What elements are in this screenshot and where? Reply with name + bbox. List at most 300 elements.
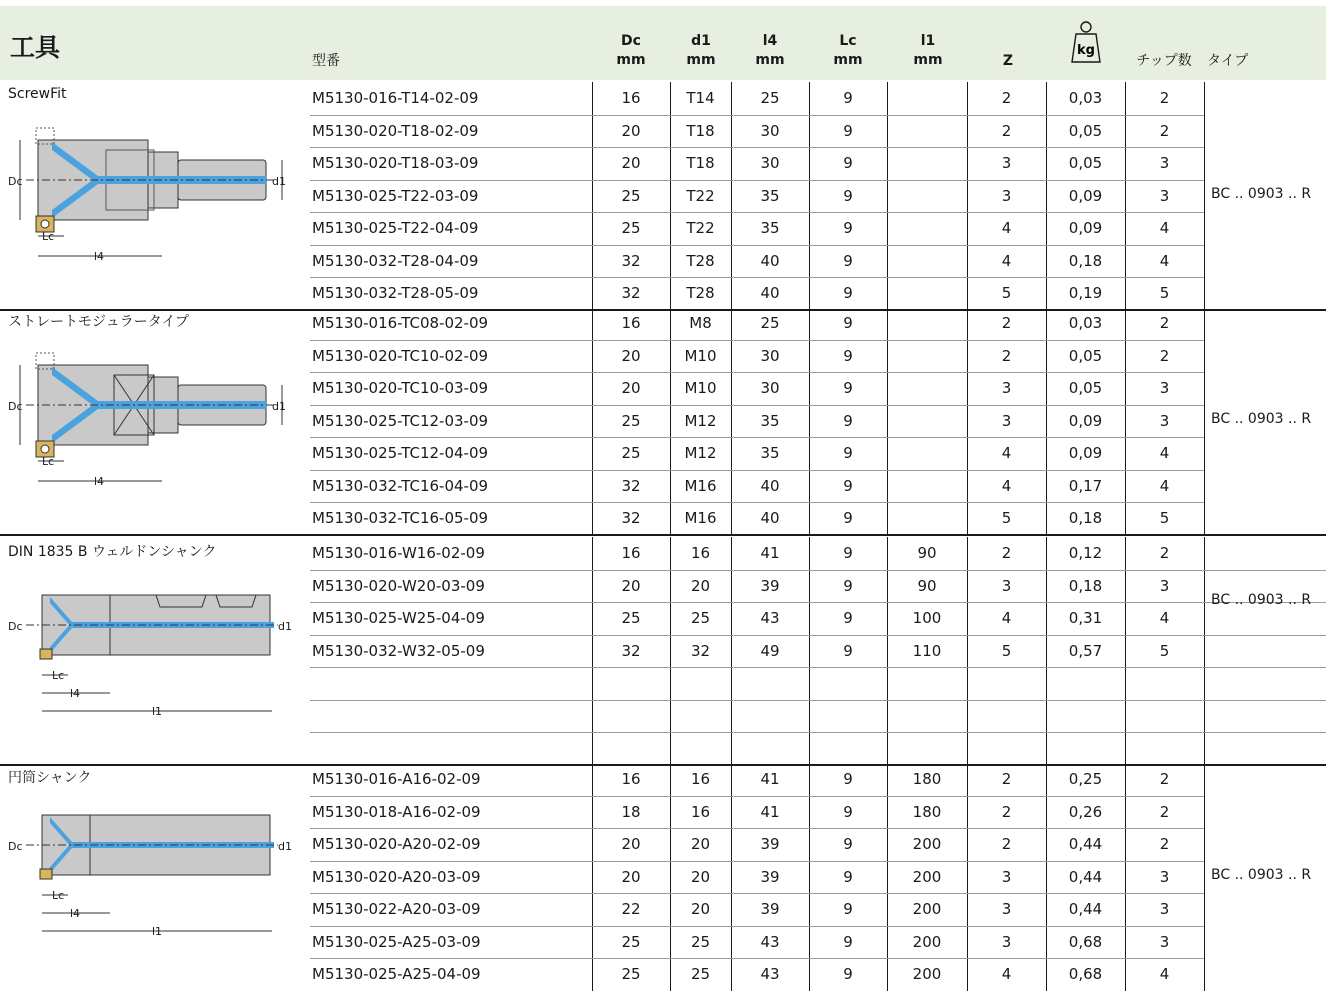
table-cell: 16 <box>690 802 711 821</box>
table-cell: 16 <box>621 314 641 332</box>
table-cell <box>887 245 967 277</box>
table-cell <box>887 212 967 244</box>
table-cell: M5130-018-A16-02-09 <box>312 802 481 821</box>
table-cell: M5130-032-TC16-04-09 <box>312 476 489 495</box>
table-cell: 9 <box>843 379 853 397</box>
table-cell: M5130-025-W25-04-09 <box>312 609 485 627</box>
table-cell: T22 <box>686 219 715 237</box>
table-cell: 2 <box>1159 346 1170 365</box>
table-cell: 35 <box>760 411 780 430</box>
column-label: チップ数 <box>1136 53 1192 69</box>
table-cell: 90 <box>917 576 937 595</box>
table-cell: 3 <box>1001 932 1012 951</box>
column-divider <box>1204 82 1205 310</box>
column-divider <box>1204 763 1205 991</box>
d1-label: d1 <box>272 400 286 413</box>
table-cell: M5130-020-W20-03-09 <box>312 576 485 595</box>
lc-label: Lc <box>42 455 55 468</box>
table-cell: 4 <box>1001 444 1012 462</box>
column-symbol: l4 <box>762 33 778 49</box>
table-cell: 25 <box>690 932 711 951</box>
table-cell: 4 <box>1001 476 1012 495</box>
table-cell: 39 <box>760 835 780 853</box>
table-cell: 2 <box>1159 121 1170 140</box>
insert-type: BC .. 0903 .. R <box>1211 185 1312 202</box>
diagram-divider <box>0 787 296 788</box>
table-cell: 9 <box>843 89 853 107</box>
column-unit: mm <box>616 52 646 68</box>
table-cell: 3 <box>1159 900 1170 918</box>
table-cell: 0,19 <box>1068 284 1103 302</box>
table-cell: 0,31 <box>1068 609 1103 627</box>
table-cell: 9 <box>843 186 853 205</box>
tool-diagram <box>6 563 296 763</box>
table-cell: 9 <box>843 867 853 886</box>
table-cell: M5130-016-TC08-02-09 <box>312 314 489 332</box>
table-cell: 32 <box>621 509 641 527</box>
table-cell: 3 <box>1001 154 1012 172</box>
table-cell <box>887 147 967 179</box>
table-cell: 9 <box>843 932 853 951</box>
table-header <box>0 6 1326 80</box>
table-cell: M5130-025-T22-04-09 <box>312 219 479 237</box>
table-cell: 20 <box>621 346 641 365</box>
table-cell: 0,05 <box>1068 346 1103 365</box>
table-cell: 0,18 <box>1068 576 1103 595</box>
table-cell <box>809 732 887 764</box>
table-cell: 200 <box>912 835 942 853</box>
table-cell: M5130-032-T28-05-09 <box>312 284 479 302</box>
table-cell: 2 <box>1001 802 1012 821</box>
table-cell: M5130-020-T18-03-09 <box>312 154 479 172</box>
table-cell: 2 <box>1001 835 1012 853</box>
table-cell: 9 <box>843 802 853 821</box>
table-cell: M8 <box>689 314 712 332</box>
diagram-divider <box>0 561 296 562</box>
table-cell: 35 <box>760 186 780 205</box>
table-cell: M5130-020-A20-02-09 <box>312 835 481 853</box>
table-cell <box>731 700 809 732</box>
table-cell: M16 <box>684 476 717 495</box>
table-cell: 110 <box>912 641 942 660</box>
dc-label: Dc <box>8 620 23 633</box>
table-cell <box>887 470 967 502</box>
table-cell: 16 <box>621 89 641 107</box>
table-cell: 0,03 <box>1068 89 1103 107</box>
table-cell: 16 <box>690 770 711 788</box>
lc-label: Lc <box>52 889 65 902</box>
table-cell <box>1125 700 1204 732</box>
table-cell <box>887 307 967 339</box>
table-cell: M5130-025-T22-03-09 <box>312 186 479 205</box>
table-cell: 32 <box>621 641 641 660</box>
weight-icon <box>1068 20 1104 66</box>
lc-label: Lc <box>42 230 55 243</box>
table-cell: 32 <box>621 476 641 495</box>
l4-label: l4 <box>94 250 105 263</box>
table-cell: 0,18 <box>1068 251 1103 270</box>
table-cell: 200 <box>912 867 942 886</box>
table-cell: 25 <box>621 186 641 205</box>
table-cell: 25 <box>621 932 641 951</box>
table-cell: 3 <box>1159 411 1170 430</box>
table-cell: 200 <box>912 932 942 951</box>
table-cell: 4 <box>1001 219 1012 237</box>
table-cell: 5 <box>1159 509 1170 527</box>
column-symbol: Lc <box>839 33 857 49</box>
table-cell: 0,09 <box>1068 444 1103 462</box>
table-cell: 30 <box>760 346 780 365</box>
table-cell: 2 <box>1001 121 1012 140</box>
table-cell <box>592 700 670 732</box>
table-cell: 90 <box>917 544 937 562</box>
table-cell: 22 <box>621 900 641 918</box>
table-cell: 9 <box>843 411 853 430</box>
table-cell <box>1046 667 1125 699</box>
table-cell: T18 <box>686 154 715 172</box>
table-cell <box>592 732 670 764</box>
table-cell: T18 <box>686 121 715 140</box>
table-cell: 9 <box>843 346 853 365</box>
dc-label: Dc <box>8 400 23 413</box>
table-cell <box>809 667 887 699</box>
table-cell <box>887 405 967 437</box>
d1-label: d1 <box>278 620 292 633</box>
table-cell: 32 <box>621 284 641 302</box>
table-cell: M5130-032-T28-04-09 <box>312 251 479 270</box>
l1-label: l1 <box>152 925 163 938</box>
table-cell <box>887 180 967 212</box>
table-cell: M12 <box>684 444 717 462</box>
column-header-dc <box>605 32 657 70</box>
column-symbol: d1 <box>691 33 711 49</box>
table-cell <box>1125 667 1204 699</box>
table-cell: 25 <box>621 411 641 430</box>
table-cell: 2 <box>1001 314 1012 332</box>
table-cell: 41 <box>760 544 780 562</box>
table-cell: 3 <box>1001 411 1012 430</box>
weight-unit-label: kg <box>1077 43 1095 58</box>
table-cell: M5130-025-TC12-04-09 <box>312 444 489 462</box>
column-unit: mm <box>755 52 785 68</box>
table-cell: 49 <box>760 641 780 660</box>
table-cell: M5130-025-A25-04-09 <box>312 965 481 983</box>
dc-label: Dc <box>8 175 23 188</box>
table-cell <box>1046 700 1125 732</box>
table-cell: 4 <box>1001 965 1012 983</box>
table-cell: 0,05 <box>1068 154 1103 172</box>
table-cell: 3 <box>1001 867 1012 886</box>
page-title: 工具 <box>10 33 61 62</box>
table-cell: 0,03 <box>1068 314 1103 332</box>
table-cell: 0,09 <box>1068 219 1103 237</box>
table-cell: 20 <box>621 867 641 886</box>
column-header-l4 <box>742 32 798 70</box>
table-cell: 0,68 <box>1068 965 1103 983</box>
table-cell: 2 <box>1159 544 1170 562</box>
table-cell: M5130-016-T14-02-09 <box>312 89 479 107</box>
table-cell: 0,68 <box>1068 932 1103 951</box>
table-cell: 2 <box>1159 314 1170 332</box>
table-cell: M5130-020-T18-02-09 <box>312 121 479 140</box>
table-cell: 39 <box>760 900 780 918</box>
table-cell: 9 <box>843 900 853 918</box>
dc-label: Dc <box>8 840 23 853</box>
table-cell: 5 <box>1001 284 1012 302</box>
table-cell: 3 <box>1159 154 1170 172</box>
table-cell: 0,12 <box>1068 544 1103 562</box>
table-cell: 39 <box>760 867 780 886</box>
table-cell: 20 <box>690 867 711 886</box>
table-cell: 0,26 <box>1068 802 1103 821</box>
table-cell: 9 <box>843 576 853 595</box>
table-cell: 41 <box>760 770 780 788</box>
table-cell: 9 <box>843 641 853 660</box>
table-cell: 43 <box>760 932 780 951</box>
table-cell: 20 <box>690 576 711 595</box>
table-cell: 18 <box>621 802 641 821</box>
table-cell: 4 <box>1159 219 1170 237</box>
table-cell: 16 <box>690 544 711 562</box>
table-cell: 40 <box>760 284 780 302</box>
column-label: Z <box>1002 53 1014 69</box>
table-cell: 9 <box>843 444 853 462</box>
table-cell: 200 <box>912 900 942 918</box>
column-label: タイプ <box>1207 53 1249 69</box>
table-cell: 4 <box>1001 609 1012 627</box>
table-cell <box>967 667 1046 699</box>
table-cell: M10 <box>684 346 717 365</box>
table-cell: 2 <box>1159 770 1170 788</box>
table-cell: M5130-016-A16-02-09 <box>312 770 481 788</box>
diagram-divider <box>0 106 296 107</box>
table-cell: 25 <box>621 444 641 462</box>
table-cell: 20 <box>621 121 641 140</box>
table-cell: 9 <box>843 284 853 302</box>
table-cell <box>592 667 670 699</box>
table-cell: 3 <box>1001 576 1012 595</box>
table-cell: M5130-020-TC10-03-09 <box>312 379 489 397</box>
insert-type: BC .. 0903 .. R <box>1211 410 1312 427</box>
table-cell: 2 <box>1001 89 1012 107</box>
table-cell: 25 <box>690 609 711 627</box>
table-cell <box>809 700 887 732</box>
table-cell: 4 <box>1001 251 1012 270</box>
column-header-type <box>1207 52 1267 71</box>
section-title: DIN 1835 B ウェルドンシャンク <box>8 544 217 560</box>
section-title: ストレートモジュラータイプ <box>8 314 190 330</box>
table-cell <box>731 732 809 764</box>
table-cell: T28 <box>686 284 715 302</box>
table-cell: 3 <box>1159 576 1170 595</box>
table-cell: 20 <box>621 379 641 397</box>
table-cell: 0,25 <box>1068 770 1103 788</box>
table-cell: 5 <box>1001 641 1012 660</box>
lc-label: Lc <box>52 669 65 682</box>
table-cell <box>887 277 967 309</box>
table-cell: 2 <box>1001 544 1012 562</box>
diagram-divider <box>0 331 296 332</box>
table-cell <box>887 340 967 372</box>
table-cell: 3 <box>1159 867 1170 886</box>
table-cell <box>670 700 731 732</box>
tool-diagram <box>6 789 296 989</box>
column-unit: mm <box>833 52 863 68</box>
table-cell <box>887 700 967 732</box>
table-cell: 39 <box>760 576 780 595</box>
table-cell: 20 <box>621 154 641 172</box>
table-cell: 32 <box>690 641 711 660</box>
table-cell: M5130-025-TC12-03-09 <box>312 411 489 430</box>
column-header-z <box>990 52 1026 71</box>
table-cell: 9 <box>843 609 853 627</box>
table-cell: M5130-022-A20-03-09 <box>312 900 481 918</box>
table-cell <box>887 502 967 534</box>
column-unit: mm <box>913 52 943 68</box>
table-cell: 40 <box>760 251 780 270</box>
table-cell: 25 <box>621 965 641 983</box>
table-cell: 16 <box>621 544 641 562</box>
table-cell: 9 <box>843 509 853 527</box>
table-cell: M16 <box>684 509 717 527</box>
table-cell <box>1125 732 1204 764</box>
table-cell: 0,18 <box>1068 509 1103 527</box>
table-cell: 25 <box>760 89 780 107</box>
table-cell: M5130-025-A25-03-09 <box>312 932 481 951</box>
column-header-model <box>312 52 432 71</box>
table-cell <box>887 115 967 147</box>
column-header-l1 <box>900 32 956 70</box>
table-cell: 0,57 <box>1068 641 1103 660</box>
table-cell: 0,17 <box>1068 476 1103 495</box>
table-cell: 9 <box>843 154 853 172</box>
table-cell: 35 <box>760 444 780 462</box>
table-cell <box>731 667 809 699</box>
table-cell: 5 <box>1001 509 1012 527</box>
table-cell: 9 <box>843 314 853 332</box>
table-cell: 4 <box>1159 476 1170 495</box>
table-cell: 25 <box>621 609 641 627</box>
table-cell: 9 <box>843 476 853 495</box>
table-cell: 9 <box>843 835 853 853</box>
table-cell: 4 <box>1159 609 1170 627</box>
tool-diagram <box>6 108 296 308</box>
table-cell: 9 <box>843 251 853 270</box>
column-label: 型番 <box>312 53 340 69</box>
table-cell: 3 <box>1001 900 1012 918</box>
table-cell: 0,44 <box>1068 835 1103 853</box>
table-cell <box>887 667 967 699</box>
tool-diagram <box>6 333 296 533</box>
table-cell: 0,05 <box>1068 379 1103 397</box>
table-cell: 0,05 <box>1068 121 1103 140</box>
column-header-weight <box>1062 20 1110 72</box>
table-cell: 32 <box>621 251 641 270</box>
table-cell: 20 <box>690 835 711 853</box>
table-cell: 0,09 <box>1068 411 1103 430</box>
table-cell: 4 <box>1159 444 1170 462</box>
table-cell: 3 <box>1159 186 1170 205</box>
table-cell: 16 <box>621 770 641 788</box>
table-cell: 2 <box>1001 770 1012 788</box>
table-cell: 0,44 <box>1068 900 1103 918</box>
table-cell: 2 <box>1159 835 1170 853</box>
column-symbol: Dc <box>621 33 641 49</box>
table-cell: 20 <box>621 576 641 595</box>
table-cell: 180 <box>912 802 942 821</box>
table-cell: 25 <box>690 965 711 983</box>
table-cell: M5130-032-TC16-05-09 <box>312 509 489 527</box>
table-cell: 5 <box>1159 284 1170 302</box>
table-cell: 2 <box>1159 802 1170 821</box>
table-cell: 30 <box>760 154 780 172</box>
table-cell: T14 <box>686 89 715 107</box>
table-cell: 100 <box>912 609 942 627</box>
table-cell: 3 <box>1001 186 1012 205</box>
table-cell: 9 <box>843 219 853 237</box>
table-cell: 20 <box>621 835 641 853</box>
table-cell <box>967 700 1046 732</box>
table-cell <box>887 437 967 469</box>
table-cell: 2 <box>1001 346 1012 365</box>
table-cell: 9 <box>843 965 853 983</box>
table-cell: 43 <box>760 965 780 983</box>
table-cell <box>670 732 731 764</box>
column-header-lc <box>820 32 876 70</box>
section-title: ScrewFit <box>8 86 67 102</box>
table-cell: 3 <box>1159 379 1170 397</box>
d1-label: d1 <box>272 175 286 188</box>
table-cell: 40 <box>760 476 780 495</box>
table-cell: M5130-032-W32-05-09 <box>312 641 485 660</box>
table-cell: 40 <box>760 509 780 527</box>
table-cell: M10 <box>684 379 717 397</box>
table-cell: 25 <box>760 314 780 332</box>
table-cell: M5130-016-W16-02-09 <box>312 544 485 562</box>
table-cell: 200 <box>912 965 942 983</box>
section-title: 円筒シャンク <box>8 770 92 786</box>
table-cell: 9 <box>843 544 853 562</box>
table-cell: 3 <box>1001 379 1012 397</box>
l1-label: l1 <box>152 705 163 718</box>
table-cell: 9 <box>843 121 853 140</box>
table-cell <box>670 667 731 699</box>
table-cell: 5 <box>1159 641 1170 660</box>
d1-label: d1 <box>278 840 292 853</box>
table-cell: 4 <box>1159 251 1170 270</box>
table-cell: 41 <box>760 802 780 821</box>
table-cell: T28 <box>686 251 715 270</box>
table-cell: 0,44 <box>1068 867 1103 886</box>
section-separator <box>0 534 1326 536</box>
table-cell: 0,09 <box>1068 186 1103 205</box>
insert-type: BC .. 0903 .. R <box>1211 592 1312 608</box>
table-cell: 20 <box>690 900 711 918</box>
table-cell: M5130-020-A20-03-09 <box>312 867 481 886</box>
table-cell: 30 <box>760 379 780 397</box>
table-cell <box>887 82 967 114</box>
table-cell: 25 <box>621 219 641 237</box>
table-cell <box>967 732 1046 764</box>
column-symbol: l1 <box>920 33 936 49</box>
column-header-d1 <box>676 32 726 70</box>
table-cell: T22 <box>686 186 715 205</box>
table-cell <box>1046 732 1125 764</box>
insert-type: BC .. 0903 .. R <box>1211 866 1312 883</box>
l4-label: l4 <box>70 687 81 700</box>
table-cell <box>887 372 967 404</box>
table-cell: 4 <box>1159 965 1170 983</box>
